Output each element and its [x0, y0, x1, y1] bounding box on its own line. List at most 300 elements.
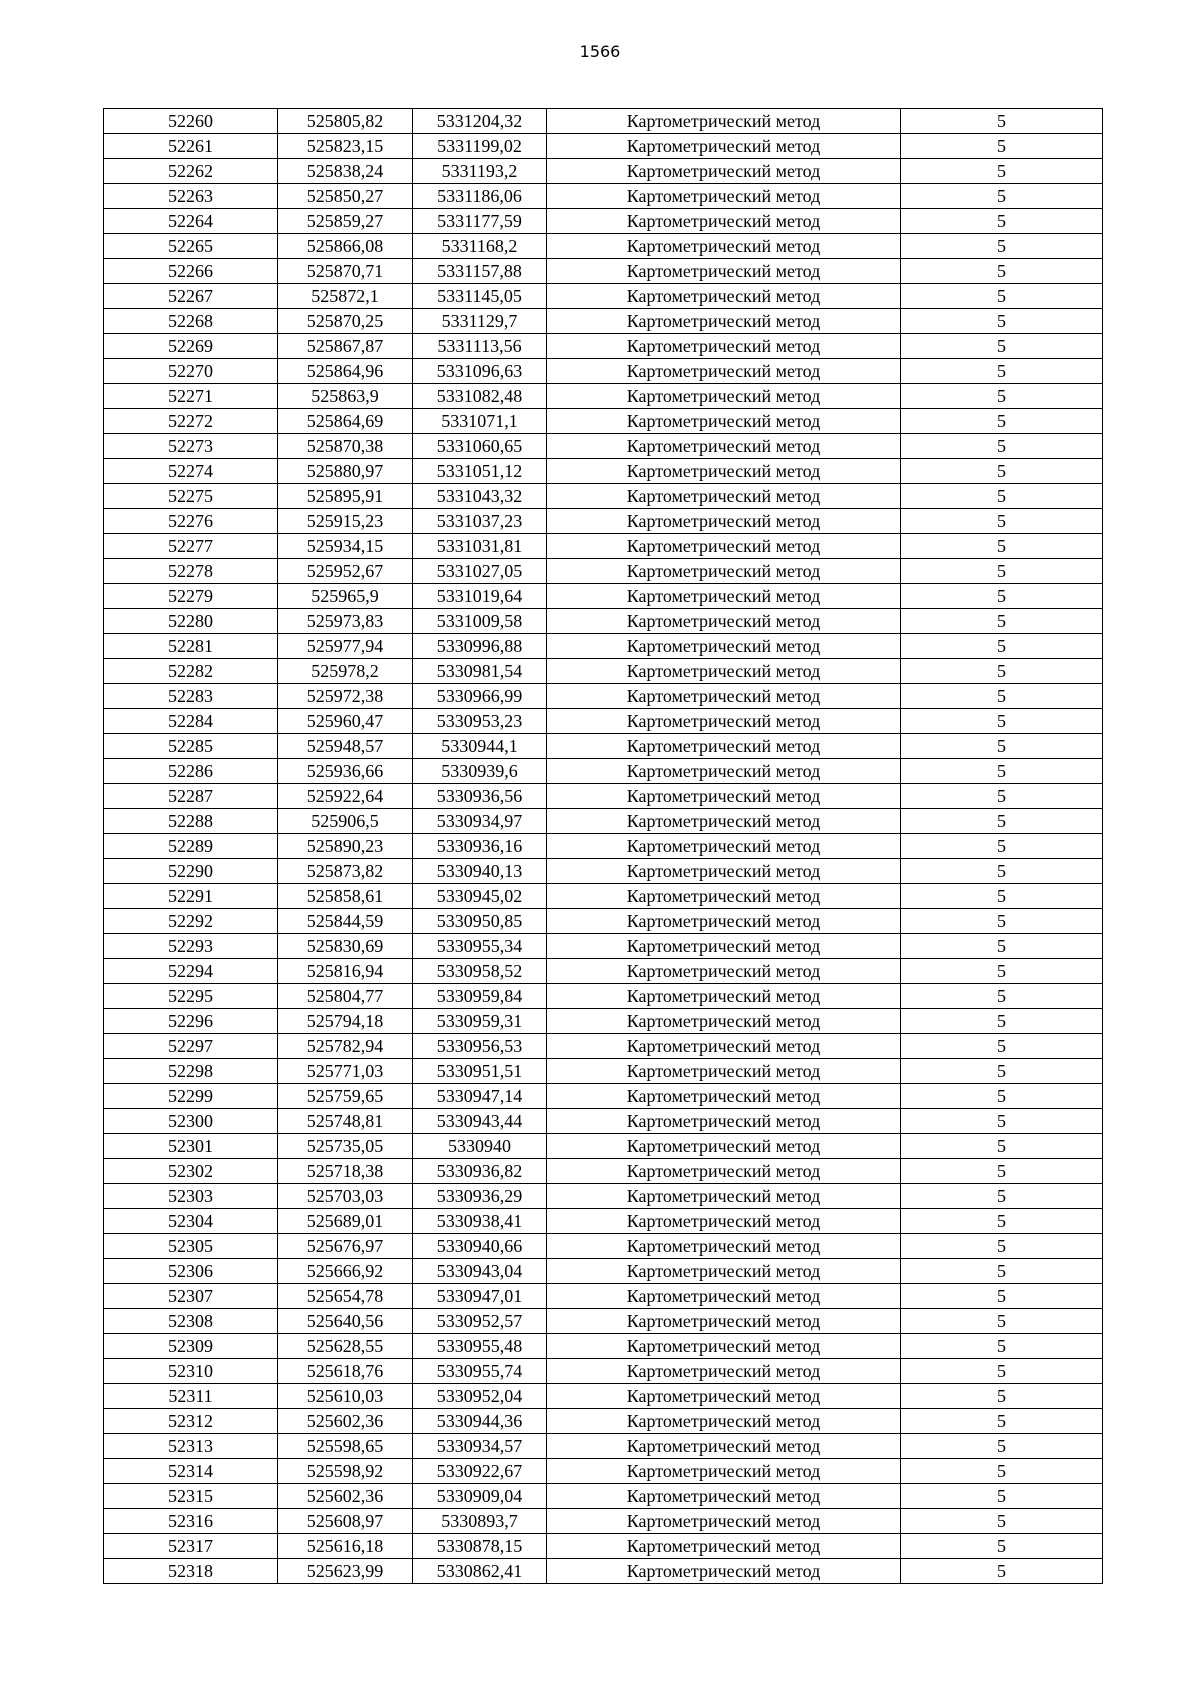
table-row — [104, 984, 1103, 1009]
accuracy-cell: 5 — [901, 384, 1103, 409]
y-coordinate-cell: 5331129,7 — [413, 309, 547, 334]
accuracy-cell: 5 — [901, 459, 1103, 484]
table-row — [104, 409, 1103, 434]
method-cell: Картометрический метод — [547, 659, 901, 684]
table-row — [104, 1109, 1103, 1134]
coordinates-table-body — [104, 109, 1103, 1584]
method-cell: Картометрический метод — [547, 1009, 901, 1034]
table-row — [104, 334, 1103, 359]
table-row — [104, 934, 1103, 959]
table-row — [104, 359, 1103, 384]
method-cell: Картометрический метод — [547, 984, 901, 1009]
point-number-cell: 52275 — [104, 484, 278, 509]
table-row — [104, 709, 1103, 734]
y-coordinate-cell: 5331186,06 — [413, 184, 547, 209]
x-coordinate-cell: 525978,2 — [278, 659, 413, 684]
x-coordinate-cell: 525610,03 — [278, 1384, 413, 1409]
y-coordinate-cell: 5330958,52 — [413, 959, 547, 984]
table-row — [104, 909, 1103, 934]
table-row — [104, 434, 1103, 459]
method-cell: Картометрический метод — [547, 1084, 901, 1109]
table-row — [104, 1134, 1103, 1159]
y-coordinate-cell: 5330936,16 — [413, 834, 547, 859]
point-number-cell: 52292 — [104, 909, 278, 934]
table-row — [104, 1259, 1103, 1284]
accuracy-cell: 5 — [901, 1009, 1103, 1034]
point-number-cell: 52284 — [104, 709, 278, 734]
accuracy-cell: 5 — [901, 609, 1103, 634]
table-row — [104, 1334, 1103, 1359]
table-row — [104, 284, 1103, 309]
point-number-cell: 52286 — [104, 759, 278, 784]
accuracy-cell: 5 — [901, 784, 1103, 809]
y-coordinate-cell: 5330955,34 — [413, 934, 547, 959]
point-number-cell: 52280 — [104, 609, 278, 634]
y-coordinate-cell: 5330952,57 — [413, 1309, 547, 1334]
y-coordinate-cell: 5331113,56 — [413, 334, 547, 359]
table-row — [104, 834, 1103, 859]
accuracy-cell: 5 — [901, 659, 1103, 684]
x-coordinate-cell: 525977,94 — [278, 634, 413, 659]
point-number-cell: 52309 — [104, 1334, 278, 1359]
method-cell: Картометрический метод — [547, 834, 901, 859]
y-coordinate-cell: 5331027,05 — [413, 559, 547, 584]
table-row — [104, 559, 1103, 584]
point-number-cell: 52302 — [104, 1159, 278, 1184]
table-row — [104, 1484, 1103, 1509]
x-coordinate-cell: 525616,18 — [278, 1534, 413, 1559]
accuracy-cell: 5 — [901, 909, 1103, 934]
point-number-cell: 52283 — [104, 684, 278, 709]
y-coordinate-cell: 5330947,14 — [413, 1084, 547, 1109]
table-row — [104, 1084, 1103, 1109]
x-coordinate-cell: 525608,97 — [278, 1509, 413, 1534]
y-coordinate-cell: 5330940,13 — [413, 859, 547, 884]
table-row — [104, 309, 1103, 334]
y-coordinate-cell: 5330939,6 — [413, 759, 547, 784]
y-coordinate-cell: 5331204,32 — [413, 109, 547, 134]
y-coordinate-cell: 5330952,04 — [413, 1384, 547, 1409]
point-number-cell: 52314 — [104, 1459, 278, 1484]
x-coordinate-cell: 525870,71 — [278, 259, 413, 284]
table-row — [104, 184, 1103, 209]
method-cell: Картометрический метод — [547, 1234, 901, 1259]
x-coordinate-cell: 525858,61 — [278, 884, 413, 909]
point-number-cell: 52273 — [104, 434, 278, 459]
y-coordinate-cell: 5331193,2 — [413, 159, 547, 184]
point-number-cell: 52304 — [104, 1209, 278, 1234]
method-cell: Картометрический метод — [547, 859, 901, 884]
table-row — [104, 1034, 1103, 1059]
method-cell: Картометрический метод — [547, 784, 901, 809]
table-row — [104, 884, 1103, 909]
x-coordinate-cell: 525830,69 — [278, 934, 413, 959]
table-row — [104, 1184, 1103, 1209]
point-number-cell: 52268 — [104, 309, 278, 334]
accuracy-cell: 5 — [901, 209, 1103, 234]
accuracy-cell: 5 — [901, 134, 1103, 159]
x-coordinate-cell: 525895,91 — [278, 484, 413, 509]
point-number-cell: 52272 — [104, 409, 278, 434]
accuracy-cell: 5 — [901, 1559, 1103, 1584]
method-cell: Картометрический метод — [547, 1459, 901, 1484]
method-cell: Картометрический метод — [547, 809, 901, 834]
point-number-cell: 52271 — [104, 384, 278, 409]
x-coordinate-cell: 525936,66 — [278, 759, 413, 784]
x-coordinate-cell: 525844,59 — [278, 909, 413, 934]
x-coordinate-cell: 525771,03 — [278, 1059, 413, 1084]
x-coordinate-cell: 525623,99 — [278, 1559, 413, 1584]
y-coordinate-cell: 5330951,51 — [413, 1059, 547, 1084]
y-coordinate-cell: 5330959,31 — [413, 1009, 547, 1034]
y-coordinate-cell: 5331071,1 — [413, 409, 547, 434]
x-coordinate-cell: 525654,78 — [278, 1284, 413, 1309]
x-coordinate-cell: 525866,08 — [278, 234, 413, 259]
x-coordinate-cell: 525922,64 — [278, 784, 413, 809]
accuracy-cell: 5 — [901, 159, 1103, 184]
accuracy-cell: 5 — [901, 1534, 1103, 1559]
accuracy-cell: 5 — [901, 1384, 1103, 1409]
x-coordinate-cell: 525867,87 — [278, 334, 413, 359]
y-coordinate-cell: 5330936,82 — [413, 1159, 547, 1184]
x-coordinate-cell: 525973,83 — [278, 609, 413, 634]
accuracy-cell: 5 — [901, 634, 1103, 659]
accuracy-cell: 5 — [901, 834, 1103, 859]
accuracy-cell: 5 — [901, 1059, 1103, 1084]
method-cell: Картометрический метод — [547, 684, 901, 709]
page-number: 1566 — [579, 42, 621, 61]
accuracy-cell: 5 — [901, 884, 1103, 909]
accuracy-cell: 5 — [901, 1509, 1103, 1534]
method-cell: Картометрический метод — [547, 959, 901, 984]
accuracy-cell: 5 — [901, 1359, 1103, 1384]
y-coordinate-cell: 5330996,88 — [413, 634, 547, 659]
x-coordinate-cell: 525618,76 — [278, 1359, 413, 1384]
table-row — [104, 384, 1103, 409]
method-cell: Картометрический метод — [547, 734, 901, 759]
accuracy-cell: 5 — [901, 284, 1103, 309]
x-coordinate-cell: 525735,05 — [278, 1134, 413, 1159]
x-coordinate-cell: 525934,15 — [278, 534, 413, 559]
y-coordinate-cell: 5330950,85 — [413, 909, 547, 934]
point-number-cell: 52264 — [104, 209, 278, 234]
accuracy-cell: 5 — [901, 1259, 1103, 1284]
point-number-cell: 52308 — [104, 1309, 278, 1334]
x-coordinate-cell: 525782,94 — [278, 1034, 413, 1059]
accuracy-cell: 5 — [901, 184, 1103, 209]
point-number-cell: 52296 — [104, 1009, 278, 1034]
method-cell: Картометрический метод — [547, 1109, 901, 1134]
method-cell: Картометрический метод — [547, 309, 901, 334]
table-row — [104, 659, 1103, 684]
y-coordinate-cell: 5330959,84 — [413, 984, 547, 1009]
point-number-cell: 52279 — [104, 584, 278, 609]
x-coordinate-cell: 525948,57 — [278, 734, 413, 759]
y-coordinate-cell: 5330909,04 — [413, 1484, 547, 1509]
method-cell: Картометрический метод — [547, 1259, 901, 1284]
x-coordinate-cell: 525804,77 — [278, 984, 413, 1009]
accuracy-cell: 5 — [901, 1409, 1103, 1434]
point-number-cell: 52301 — [104, 1134, 278, 1159]
method-cell: Картометрический метод — [547, 884, 901, 909]
point-number-cell: 52297 — [104, 1034, 278, 1059]
x-coordinate-cell: 525960,47 — [278, 709, 413, 734]
x-coordinate-cell: 525873,82 — [278, 859, 413, 884]
point-number-cell: 52291 — [104, 884, 278, 909]
x-coordinate-cell: 525880,97 — [278, 459, 413, 484]
method-cell: Картометрический метод — [547, 409, 901, 434]
x-coordinate-cell: 525850,27 — [278, 184, 413, 209]
x-coordinate-cell: 525870,38 — [278, 434, 413, 459]
point-number-cell: 52307 — [104, 1284, 278, 1309]
accuracy-cell: 5 — [901, 1184, 1103, 1209]
method-cell: Картометрический метод — [547, 934, 901, 959]
point-number-cell: 52315 — [104, 1484, 278, 1509]
table-row — [104, 634, 1103, 659]
accuracy-cell: 5 — [901, 309, 1103, 334]
y-coordinate-cell: 5331019,64 — [413, 584, 547, 609]
y-coordinate-cell: 5330938,41 — [413, 1209, 547, 1234]
accuracy-cell: 5 — [901, 859, 1103, 884]
x-coordinate-cell: 525598,65 — [278, 1434, 413, 1459]
method-cell: Картометрический метод — [547, 584, 901, 609]
point-number-cell: 52276 — [104, 509, 278, 534]
y-coordinate-cell: 5330878,15 — [413, 1534, 547, 1559]
point-number-cell: 52311 — [104, 1384, 278, 1409]
table-row — [104, 1384, 1103, 1409]
accuracy-cell: 5 — [901, 809, 1103, 834]
x-coordinate-cell: 525816,94 — [278, 959, 413, 984]
y-coordinate-cell: 5330955,74 — [413, 1359, 547, 1384]
method-cell: Картометрический метод — [547, 634, 901, 659]
y-coordinate-cell: 5331037,23 — [413, 509, 547, 534]
method-cell: Картометрический метод — [547, 1509, 901, 1534]
x-coordinate-cell: 525906,5 — [278, 809, 413, 834]
accuracy-cell: 5 — [901, 484, 1103, 509]
y-coordinate-cell: 5330922,67 — [413, 1459, 547, 1484]
accuracy-cell: 5 — [901, 559, 1103, 584]
point-number-cell: 52282 — [104, 659, 278, 684]
point-number-cell: 52274 — [104, 459, 278, 484]
method-cell: Картометрический метод — [547, 334, 901, 359]
y-coordinate-cell: 5330947,01 — [413, 1284, 547, 1309]
y-coordinate-cell: 5330956,53 — [413, 1034, 547, 1059]
y-coordinate-cell: 5331043,32 — [413, 484, 547, 509]
accuracy-cell: 5 — [901, 1034, 1103, 1059]
method-cell: Картометрический метод — [547, 1034, 901, 1059]
table-row — [104, 1059, 1103, 1084]
y-coordinate-cell: 5330953,23 — [413, 709, 547, 734]
point-number-cell: 52312 — [104, 1409, 278, 1434]
point-number-cell: 52310 — [104, 1359, 278, 1384]
x-coordinate-cell: 525676,97 — [278, 1234, 413, 1259]
x-coordinate-cell: 525870,25 — [278, 309, 413, 334]
accuracy-cell: 5 — [901, 1159, 1103, 1184]
y-coordinate-cell: 5330944,1 — [413, 734, 547, 759]
x-coordinate-cell: 525628,55 — [278, 1334, 413, 1359]
point-number-cell: 52293 — [104, 934, 278, 959]
method-cell: Картометрический метод — [547, 484, 901, 509]
method-cell: Картометрический метод — [547, 184, 901, 209]
y-coordinate-cell: 5330955,48 — [413, 1334, 547, 1359]
method-cell: Картометрический метод — [547, 384, 901, 409]
point-number-cell: 52300 — [104, 1109, 278, 1134]
y-coordinate-cell: 5330945,02 — [413, 884, 547, 909]
method-cell: Картометрический метод — [547, 259, 901, 284]
x-coordinate-cell: 525748,81 — [278, 1109, 413, 1134]
method-cell: Картометрический метод — [547, 759, 901, 784]
method-cell: Картометрический метод — [547, 609, 901, 634]
accuracy-cell: 5 — [901, 1434, 1103, 1459]
method-cell: Картометрический метод — [547, 1134, 901, 1159]
method-cell: Картометрический метод — [547, 1534, 901, 1559]
x-coordinate-cell: 525838,24 — [278, 159, 413, 184]
point-number-cell: 52303 — [104, 1184, 278, 1209]
accuracy-cell: 5 — [901, 1134, 1103, 1159]
x-coordinate-cell: 525823,15 — [278, 134, 413, 159]
method-cell: Картометрический метод — [547, 1484, 901, 1509]
x-coordinate-cell: 525703,03 — [278, 1184, 413, 1209]
y-coordinate-cell: 5330943,44 — [413, 1109, 547, 1134]
y-coordinate-cell: 5331009,58 — [413, 609, 547, 634]
x-coordinate-cell: 525602,36 — [278, 1484, 413, 1509]
point-number-cell: 52270 — [104, 359, 278, 384]
y-coordinate-cell: 5331145,05 — [413, 284, 547, 309]
accuracy-cell: 5 — [901, 759, 1103, 784]
point-number-cell: 52305 — [104, 1234, 278, 1259]
table-row — [104, 684, 1103, 709]
method-cell: Картометрический метод — [547, 559, 901, 584]
x-coordinate-cell: 525666,92 — [278, 1259, 413, 1284]
accuracy-cell: 5 — [901, 1334, 1103, 1359]
method-cell: Картометрический метод — [547, 159, 901, 184]
point-number-cell: 52287 — [104, 784, 278, 809]
table-row — [104, 1234, 1103, 1259]
accuracy-cell: 5 — [901, 509, 1103, 534]
y-coordinate-cell: 5331157,88 — [413, 259, 547, 284]
y-coordinate-cell: 5331096,63 — [413, 359, 547, 384]
accuracy-cell: 5 — [901, 1284, 1103, 1309]
point-number-cell: 52277 — [104, 534, 278, 559]
point-number-cell: 52260 — [104, 109, 278, 134]
accuracy-cell: 5 — [901, 1234, 1103, 1259]
table-row — [104, 459, 1103, 484]
point-number-cell: 52318 — [104, 1559, 278, 1584]
table-row — [104, 734, 1103, 759]
method-cell: Картометрический метод — [547, 534, 901, 559]
method-cell: Картометрический метод — [547, 209, 901, 234]
accuracy-cell: 5 — [901, 584, 1103, 609]
table-row — [104, 959, 1103, 984]
accuracy-cell: 5 — [901, 734, 1103, 759]
table-row — [104, 1409, 1103, 1434]
accuracy-cell: 5 — [901, 234, 1103, 259]
y-coordinate-cell: 5331060,65 — [413, 434, 547, 459]
point-number-cell: 52290 — [104, 859, 278, 884]
table-row — [104, 234, 1103, 259]
method-cell: Картометрический метод — [547, 909, 901, 934]
table-row — [104, 484, 1103, 509]
point-number-cell: 52313 — [104, 1434, 278, 1459]
method-cell: Картометрический метод — [547, 709, 901, 734]
point-number-cell: 52267 — [104, 284, 278, 309]
accuracy-cell: 5 — [901, 1209, 1103, 1234]
y-coordinate-cell: 5330981,54 — [413, 659, 547, 684]
method-cell: Картометрический метод — [547, 1309, 901, 1334]
y-coordinate-cell: 5331177,59 — [413, 209, 547, 234]
point-number-cell: 52278 — [104, 559, 278, 584]
y-coordinate-cell: 5330936,56 — [413, 784, 547, 809]
method-cell: Картометрический метод — [547, 234, 901, 259]
table-row — [104, 509, 1103, 534]
x-coordinate-cell: 525794,18 — [278, 1009, 413, 1034]
y-coordinate-cell: 5330943,04 — [413, 1259, 547, 1284]
method-cell: Картометрический метод — [547, 459, 901, 484]
table-row — [104, 534, 1103, 559]
x-coordinate-cell: 525952,67 — [278, 559, 413, 584]
table-row — [104, 1559, 1103, 1584]
table-row — [104, 1359, 1103, 1384]
table-row — [104, 259, 1103, 284]
point-number-cell: 52295 — [104, 984, 278, 1009]
method-cell: Картометрический метод — [547, 1159, 901, 1184]
point-number-cell: 52285 — [104, 734, 278, 759]
coordinates-table — [103, 108, 1103, 1584]
method-cell: Картометрический метод — [547, 1284, 901, 1309]
x-coordinate-cell: 525864,69 — [278, 409, 413, 434]
table-row — [104, 209, 1103, 234]
accuracy-cell: 5 — [901, 1309, 1103, 1334]
method-cell: Картометрический метод — [547, 434, 901, 459]
y-coordinate-cell: 5330940 — [413, 1134, 547, 1159]
x-coordinate-cell: 525640,56 — [278, 1309, 413, 1334]
y-coordinate-cell: 5330944,36 — [413, 1409, 547, 1434]
table-row — [104, 859, 1103, 884]
point-number-cell: 52262 — [104, 159, 278, 184]
accuracy-cell: 5 — [901, 534, 1103, 559]
table-row — [104, 1009, 1103, 1034]
point-number-cell: 52281 — [104, 634, 278, 659]
point-number-cell: 52263 — [104, 184, 278, 209]
point-number-cell: 52265 — [104, 234, 278, 259]
table-row — [104, 1284, 1103, 1309]
x-coordinate-cell: 525864,96 — [278, 359, 413, 384]
table-row — [104, 1509, 1103, 1534]
accuracy-cell: 5 — [901, 1084, 1103, 1109]
method-cell: Картометрический метод — [547, 1359, 901, 1384]
accuracy-cell: 5 — [901, 1109, 1103, 1134]
x-coordinate-cell: 525598,92 — [278, 1459, 413, 1484]
x-coordinate-cell: 525890,23 — [278, 834, 413, 859]
table-row — [104, 1209, 1103, 1234]
x-coordinate-cell: 525805,82 — [278, 109, 413, 134]
accuracy-cell: 5 — [901, 1459, 1103, 1484]
y-coordinate-cell: 5330940,66 — [413, 1234, 547, 1259]
point-number-cell: 52306 — [104, 1259, 278, 1284]
table-row — [104, 809, 1103, 834]
table-row — [104, 609, 1103, 634]
method-cell: Картометрический метод — [547, 1209, 901, 1234]
point-number-cell: 52288 — [104, 809, 278, 834]
point-number-cell: 52299 — [104, 1084, 278, 1109]
point-number-cell: 52269 — [104, 334, 278, 359]
point-number-cell: 52261 — [104, 134, 278, 159]
y-coordinate-cell: 5330936,29 — [413, 1184, 547, 1209]
method-cell: Картометрический метод — [547, 1434, 901, 1459]
accuracy-cell: 5 — [901, 334, 1103, 359]
method-cell: Картометрический метод — [547, 359, 901, 384]
accuracy-cell: 5 — [901, 409, 1103, 434]
